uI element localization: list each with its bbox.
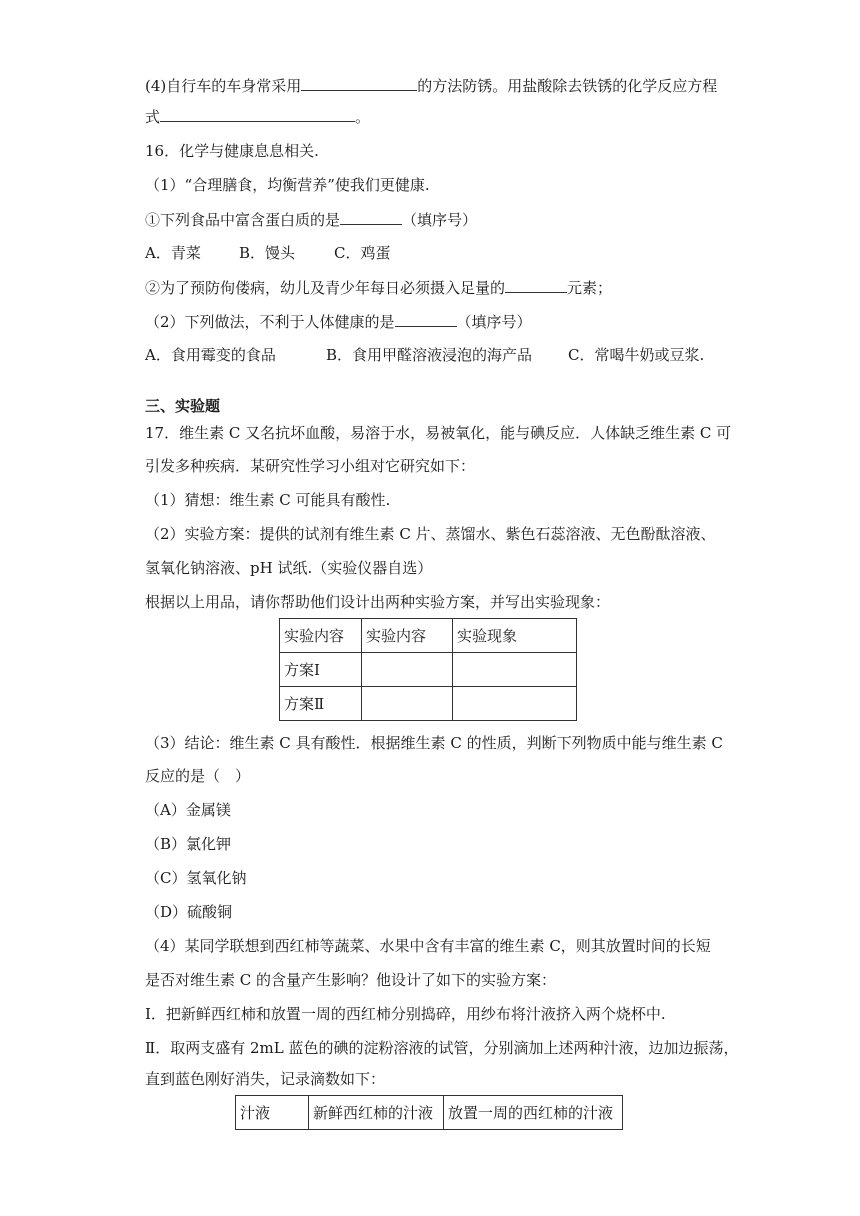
q15-part4-text-a: (4)自行车的车身常采用 — [145, 77, 302, 95]
answer-blank[interactable] — [505, 276, 567, 293]
q16-part1-q1 — [145, 208, 477, 231]
option-a: （A）金属镁 — [145, 801, 231, 819]
q17-part3-2: 反应的是（ ） — [145, 767, 251, 785]
drops-table — [235, 1095, 623, 1130]
q17-part2-2: 氢氧化钠溶液、pH 试纸.（实验仪器自选） — [145, 559, 433, 577]
table-cell: 方案Ⅱ — [280, 687, 362, 721]
q16-q1-text-b: （填序号） — [402, 211, 478, 229]
table-cell[interactable] — [453, 653, 577, 687]
q17-step1: Ⅰ．把新鲜西红柿和放置一周的西红柿分别捣碎，用纱布将汁液挤入两个烧杯中. — [145, 1005, 666, 1023]
option-a: A．食用霉变的食品 — [145, 346, 276, 364]
q17-intro-1: 17．维生素 C 又名抗坏血酸，易溶于水，易被氧化，能与碘反应．人体缺乏维生素 C 可 — [145, 424, 732, 442]
option-c: C．常喝牛奶或豆浆. — [568, 346, 705, 364]
table-header-row — [280, 619, 577, 653]
q16-title: 16．化学与健康息息相关. — [145, 142, 319, 160]
q17-step2-1: Ⅱ．取两支盛有 2mL 蓝色的碘的淀粉溶液的试管，分别滴加上述两种汁液，边加边振荡， — [145, 1039, 739, 1057]
option-d: （D）硫酸铜 — [145, 903, 233, 921]
q16-q2-text-a: ②为了预防佝偻病，幼儿及青少年每日必须摄入足量的 — [145, 279, 506, 297]
q17-part4-1: （4）某同学联想到西红柿等蔬菜、水果中含有丰富的维生素 C，则其放置时间的长短 — [145, 937, 711, 955]
q16-part1: （1）“合理膳食，均衡营养”使我们更健康. — [145, 176, 430, 194]
q16-p2-text-b: （填序号） — [456, 313, 532, 331]
q16-q1-text-a: ①下列食品中富含蛋白质的是 — [145, 211, 341, 229]
table-cell[interactable] — [453, 687, 577, 721]
q16-q2-text-b: 元素； — [567, 279, 613, 297]
table-header-cell: 新鲜西红柿的汁液 — [309, 1096, 444, 1130]
table-cell: 方案Ⅰ — [280, 653, 362, 687]
table-cell[interactable] — [362, 653, 453, 687]
q16-p2-text-a: （2）下列做法，不利于人体健康的是 — [145, 313, 395, 331]
answer-blank[interactable] — [340, 208, 402, 225]
option-c: C．鸡蛋 — [334, 244, 391, 262]
table-cell[interactable] — [362, 687, 453, 721]
q17-part2-3: 根据以上用品，请你帮助他们设计出两种实验方案，并写出实验现象： — [145, 593, 611, 611]
q15-part4-line1 — [145, 74, 717, 97]
table-header-cell: 放置一周的西红柿的汁液 — [444, 1096, 623, 1130]
table-header-cell: 实验内容 — [280, 619, 362, 653]
option-c: （C）氢氧化钠 — [145, 869, 247, 887]
section-title: 三、实验题 — [145, 397, 221, 415]
table-header-cell: 汁液 — [236, 1096, 309, 1130]
table-header-cell: 实验现象 — [453, 619, 577, 653]
option-a: A．青菜 — [145, 244, 201, 262]
table-header-cell: 实验内容 — [362, 619, 453, 653]
q17-intro-2: 引发多种疾病．某研究性学习小组对它研究如下： — [145, 457, 476, 475]
table-header-row — [236, 1096, 623, 1130]
option-b: B．食用甲醛溶液浸泡的海产品 — [326, 346, 533, 364]
q17-part3-1: （3）结论：维生素 C 具有酸性．根据维生素 C 的性质，判断下列物质中能与维生素 C — [145, 734, 723, 752]
q15-part4-text-c: 式 — [145, 108, 161, 126]
q15-part4-text-b: 的方法防锈。用盐酸除去铁锈的化学反应方程 — [417, 77, 718, 95]
q17-part1: （1）猜想：维生素 C 可能具有酸性. — [145, 491, 391, 509]
option-b: B．馒头 — [239, 244, 296, 262]
table-row — [280, 653, 577, 687]
q15-part4-line2 — [145, 105, 370, 128]
q16-part1-q2 — [145, 276, 612, 299]
answer-blank[interactable] — [160, 105, 355, 122]
q17-step2-2: 直到蓝色刚好消失，记录滴数如下： — [145, 1070, 386, 1088]
q17-part2-1: （2）实验方案：提供的试剂有维生素 C 片、蒸馏水、紫色石蕊溶液、无色酚酞溶液、 — [145, 525, 716, 543]
q16-part2 — [145, 310, 532, 333]
table-row — [280, 687, 577, 721]
q17-part4-2: 是否对维生素 C 的含量产生影响？他设计了如下的实验方案： — [145, 971, 557, 989]
q15-part4-text-d: 。 — [355, 108, 371, 126]
option-b: （B）氯化钾 — [145, 835, 232, 853]
answer-blank[interactable] — [395, 310, 457, 327]
answer-blank[interactable] — [301, 74, 417, 91]
experiment-table — [279, 618, 577, 721]
